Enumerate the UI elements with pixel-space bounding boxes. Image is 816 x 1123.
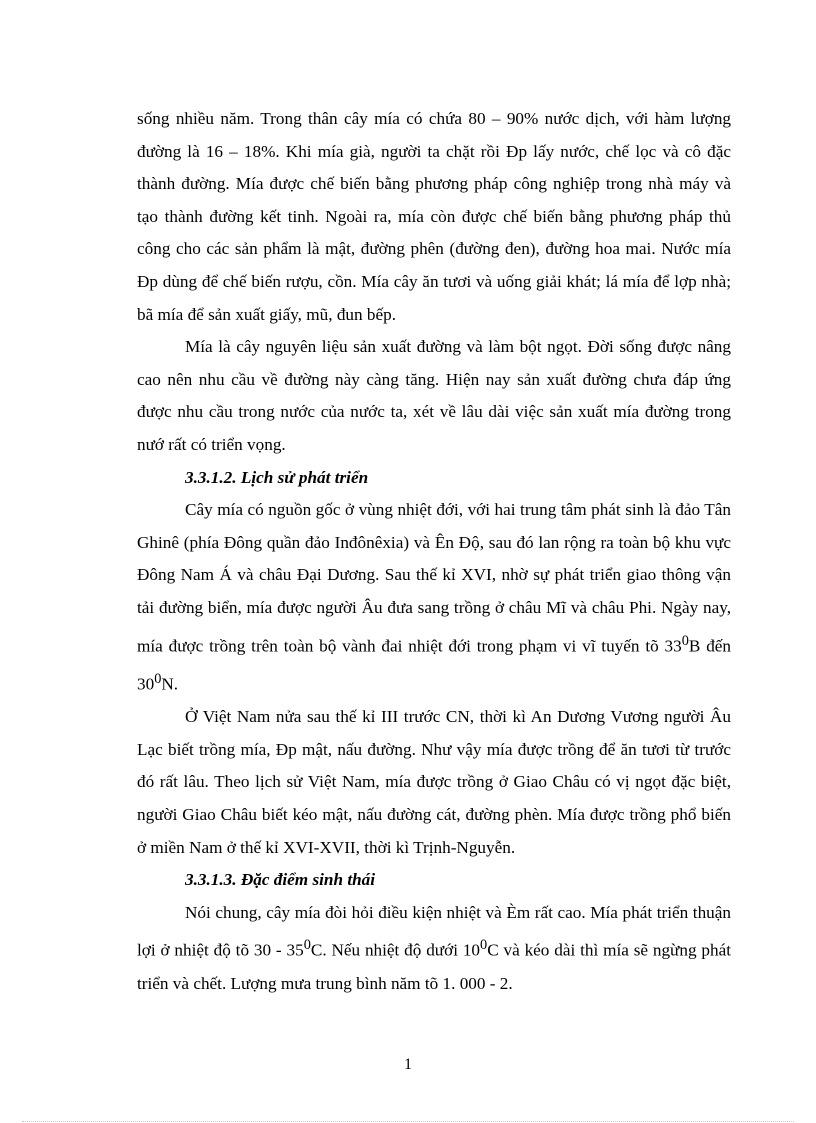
page-break-divider: [22, 1121, 794, 1122]
paragraph-text: C. Nếu nhiệt độ dưới 10: [310, 941, 481, 961]
superscript: 0: [303, 937, 311, 954]
paragraph-text: N.: [161, 674, 179, 694]
section-heading: 3.3.1.2. Lịch sử phát triển: [185, 467, 369, 487]
body-text: [137, 103, 731, 1000]
paragraph: [137, 897, 731, 1001]
paragraph-text: Cây mía có nguồn gốc ở vùng nhiệt đới, với hai trung tâm phát sinh là đảo Tân Ghinê (phía Đông quần đảo Inđônêxia) và Ên Độ, sau đó lan rộng ra toàn bộ khu vực Đông Nam Á và châu Đại Dương. Sau thế kỉ XVI, nhờ sự phát triển giao thông vận tải đường biển, mía được người Âu đưa sang trồng ở châu Mĩ và châu Phi. Ngày nay, mía được trồng trên toàn bộ vành đai nhiệt đới trong phạm vi vĩ tuyến tõ 33: [137, 500, 731, 656]
superscript: 0: [681, 632, 689, 649]
paragraph: Ở Việt Nam nửa sau thế kỉ III trước CN, thời kì An Dương Vương người Âu Lạc biết trồng mía, Ðp mật, nấu đường. Như vậy mía được trồng để ăn tươi từ trước đó rất lâu. Theo lịch sử Việt Nam, mía được trồng ở Giao Châu có vị ngọt đặc biệt, người Giao Châu biết kéo mật, nấu đường cát, đường phèn. Mía được trồng phổ biến ở miền Nam ở thế kỉ XVI-XVII, thời kì Trịnh-Nguyễn.: [137, 707, 731, 857]
superscript: 0: [154, 670, 162, 687]
section-heading: 3.3.1.3. Đặc điểm sinh thái: [185, 870, 376, 890]
paragraph: sống nhiều năm. Trong thân cây mía có chứa 80 – 90% nước dịch, với hàm lượng đường là 16 – 18%. Khi mía già, người ta chặt rồi Ðp lấy nước, chế lọc và cô đặc thành đường. Mía được chế biến bằng phương pháp công nghiệp trong nhà máy và tạo thành đường kết tinh. Ngoài ra, mía còn được chế biến bằng phương pháp thủ công cho các sản phẩm là mật, đường phên (đường đen), đường hoa mai. Nước mía Ðp dùng để chế biến rượu, cồn. Mía cây ăn tươi và uống giải khát; lá mía để lợp nhà; bã mía để sản xuất giấy, mũ, đun bếp.: [137, 109, 731, 324]
paragraph-text: B đến 30: [137, 636, 732, 694]
paragraph: Mía là cây nguyên liệu sản xuất đường và làm bột ngọt. Đời sống được nâng cao nên nhu cầu về đường này càng tăng. Hiện nay sản xuất đường chưa đáp ứng được nhu cầu trong nước của nước ta, xét về lâu dài việc sản xuất mía đường trong nướ rất có triển vọng.: [137, 337, 731, 454]
page-number: 1: [404, 1056, 412, 1073]
paragraph: [137, 494, 731, 701]
paragraph-text: Nói chung, cây mía đòi hỏi điều kiện nhiệt và Èm rất cao. Mía phát triển thuận lợi ở nhiệt độ tõ 30 - 35: [137, 902, 731, 961]
paragraph-text: C và kéo dài thì mía sẽ ngừng phát triển và chết. Lượng mưa trung bình năm tõ 1. 000 - 2.: [137, 941, 731, 993]
superscript: 0: [480, 937, 488, 954]
